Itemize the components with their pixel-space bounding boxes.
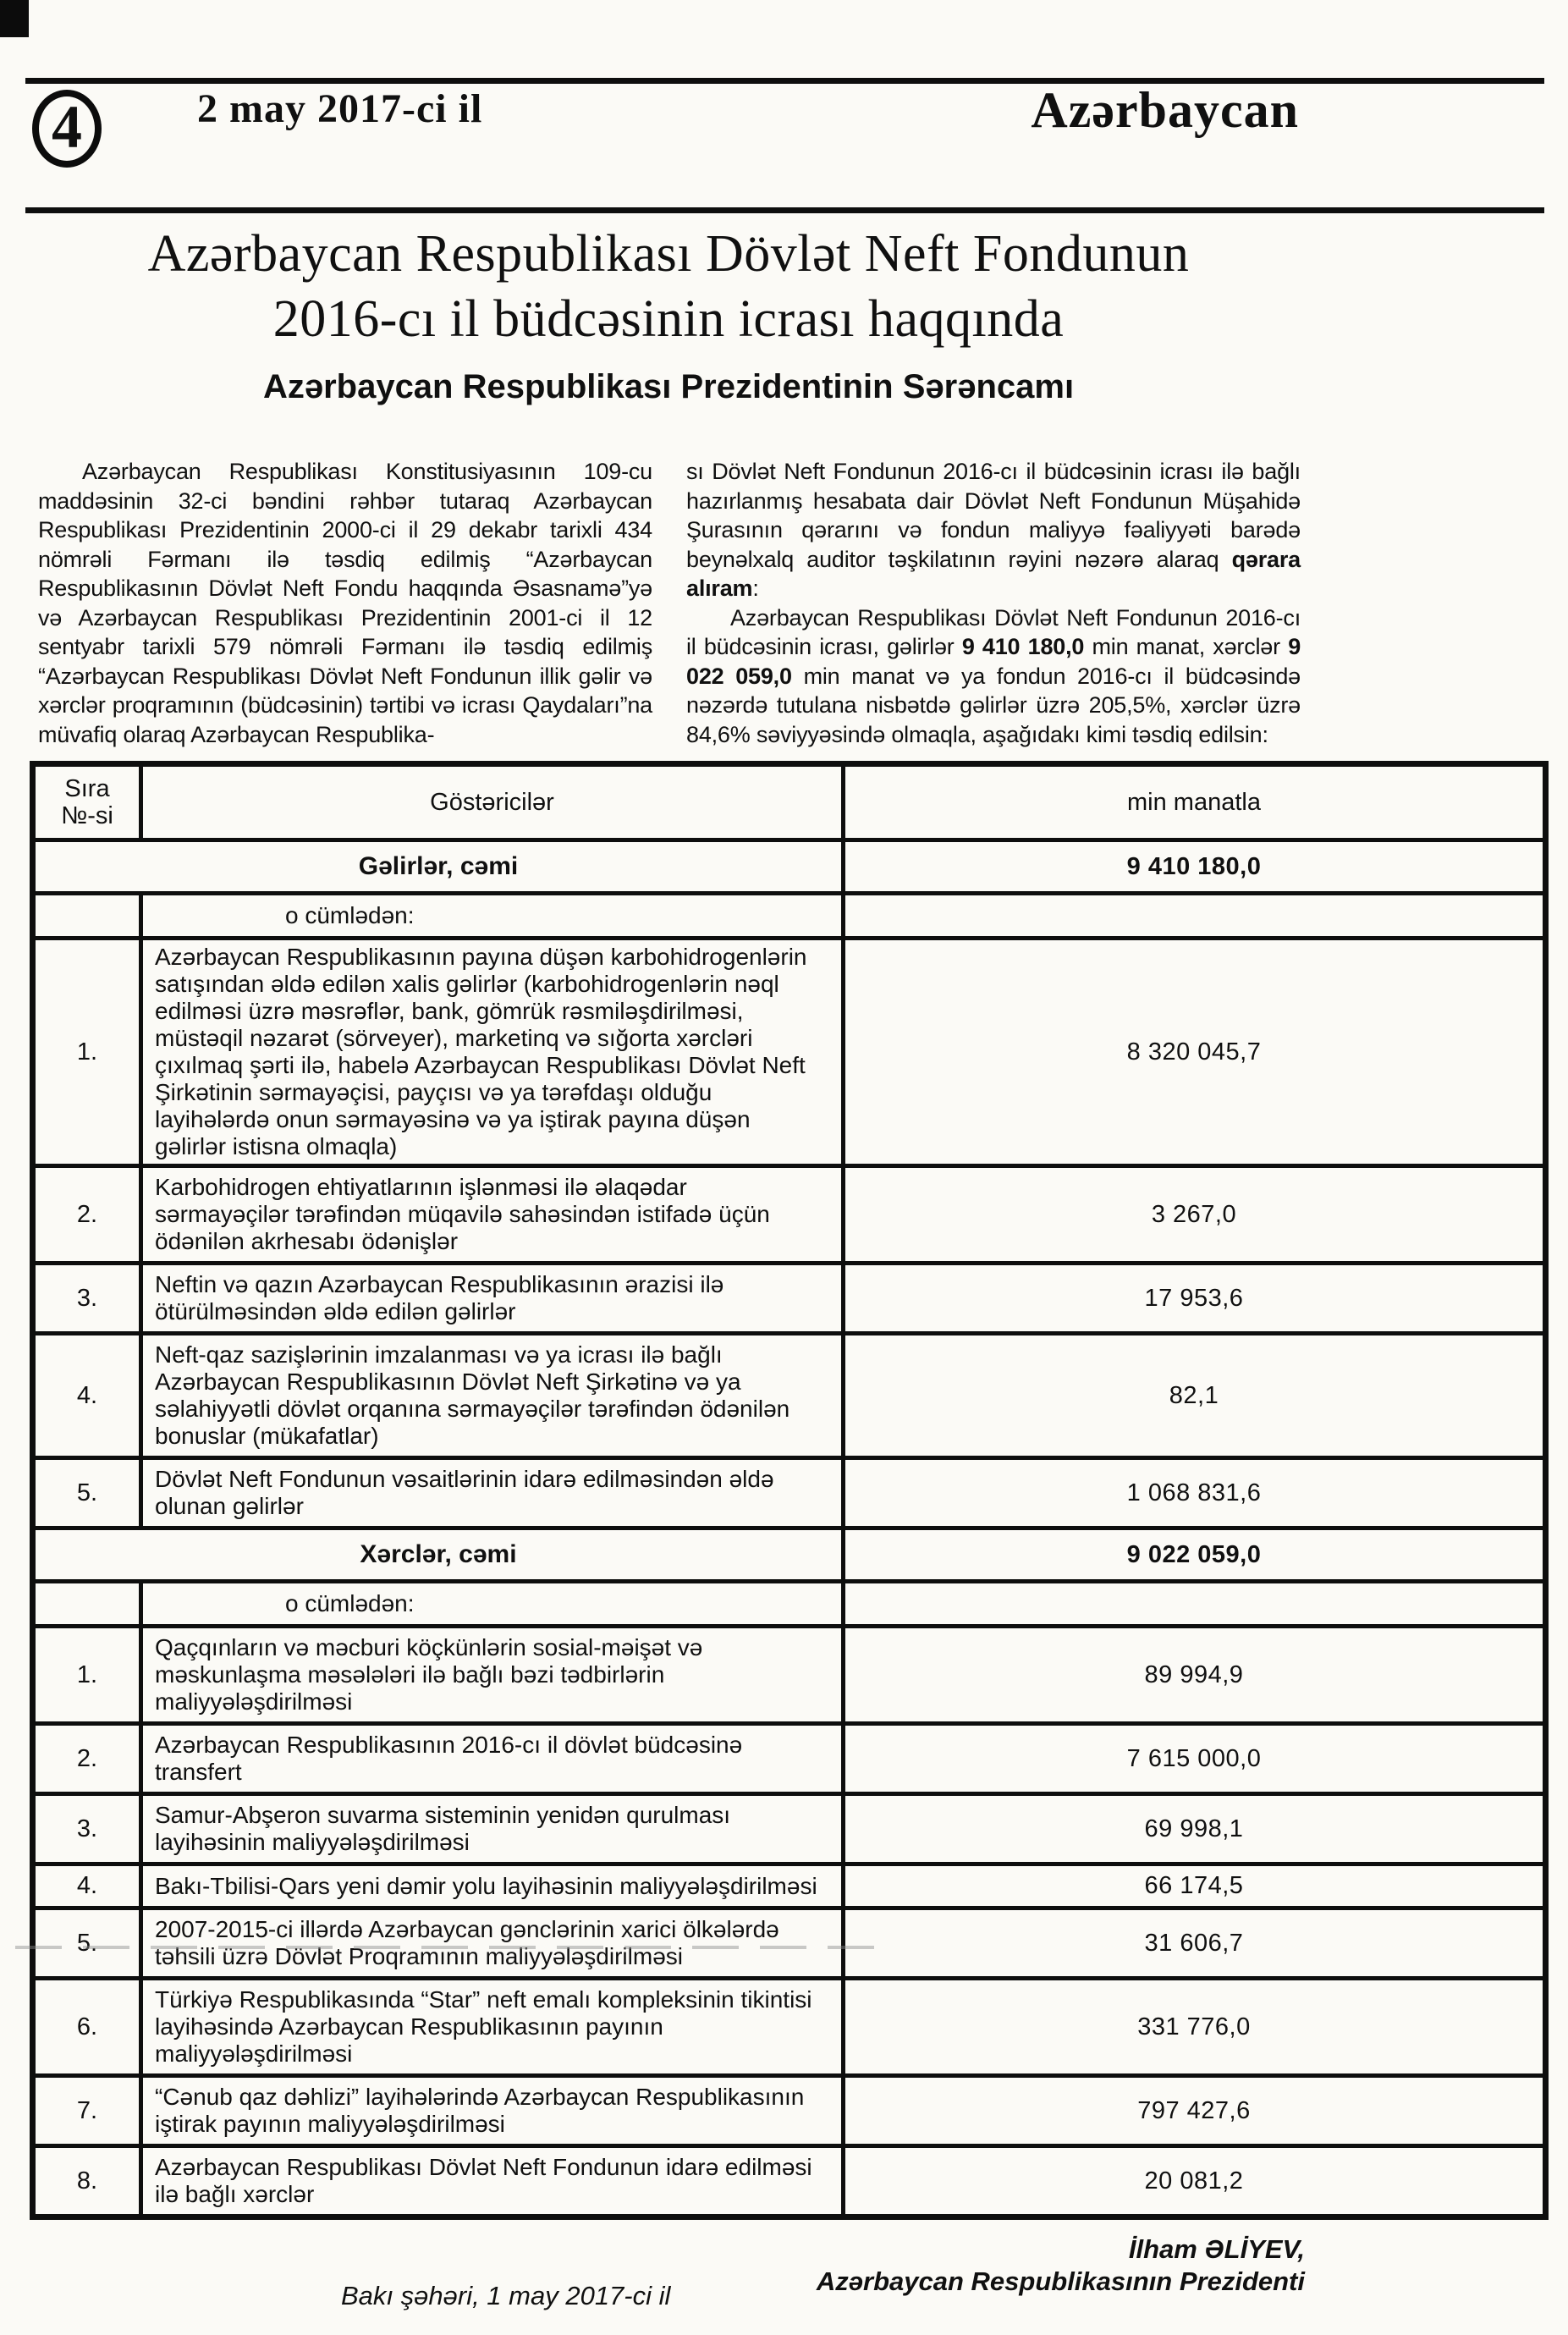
row-value: 17 953,6 (844, 1264, 1546, 1334)
row-number: 3. (33, 1794, 141, 1864)
row-value: 797 427,6 (844, 2076, 1546, 2146)
header-unit: min manatla (844, 764, 1546, 840)
row-value: 66 174,5 (844, 1864, 1546, 1908)
row-number: 8. (33, 2146, 141, 2217)
article-footer (30, 2233, 1549, 2335)
masthead-top-rule (25, 78, 1544, 84)
row-indicator: Azərbaycan Respublikasının payına düşən karbohidrogenlərin satışından əldə edilən xalis gəlirlər (karbohidrogenlərin nəql edilməsi üzrə məsrəflər, bank, gömrük rəsmiləşdirilməsi, müstəqil nəzarət (sörveyer), marketinq və sığorta xərcləri çıxılmaq şərti ilə, habelə Azərbaycan Respublikası Dövlət Neft Şirkətinin sərmayəçisi, payçısı və ya tərəfdaşı olduğu layihələrdə onun sərmayəsinə və ya iştirak payına düşən gəlirlər istisna olmaqla) (141, 939, 844, 1166)
row-indicator: Dövlət Neft Fondunun vəsaitlərinin idarə edilməsindən əldə olunan gəlirlər (141, 1458, 844, 1528)
table-row (33, 1264, 1546, 1334)
article-title-line2: 2016-cı il büdcəsinin icrası haqqında (272, 290, 1065, 348)
empty-cell (844, 1582, 1546, 1627)
row-number: 3. (33, 1264, 141, 1334)
row-value: 20 081,2 (844, 2146, 1546, 2217)
income-total-row (33, 840, 1546, 894)
intro-right-p2-mid: min manat, xərclər (1084, 634, 1289, 659)
intro-left-column: Azərbaycan Respublikası Konstitusiyasının 109-cu maddəsinin 32-ci bəndini rəhbər tutaraq Azərbaycan Respublikası Prezidentinin 2000-ci il 29 dekabr tarixli 434 nömrəli Fərmanı ilə təsdiq edilmiş “Azərbaycan Respublikasının Dövlət Neft Fondu haqqında Əsasnamə”yə və Azərbaycan Respublikası Prezidentinin 2001-ci il 12 sentyabr tarixli 579 nömrəli Fərmanı ilə təsdiq edilmiş “Azərbaycan Respublikası Dövlət Neft Fondunun illik gəlir və xərclər proqramının (büdcəsinin) tərtibi və icrası Qaydaları”na müvafiq olaraq Azərbaycan Respublika- (38, 459, 652, 747)
header-indicators: Göstəricilər (141, 764, 844, 840)
table-row (33, 939, 1546, 1166)
table-row (33, 1794, 1546, 1864)
page-number: 4 (52, 93, 82, 161)
article (30, 222, 1549, 2335)
header-no-si: №-si (61, 802, 113, 829)
row-indicator: “Cənub qaz dəhlizi” layihələrində Azərbaycan Respublikasının iştirak payının maliyyələşdirilməsi (141, 2076, 844, 2146)
row-number: 2. (33, 1166, 141, 1264)
row-indicator: Qaçqınların və məcburi köçkünlərin sosial-məişət və məskunlaşma məsələləri ilə bağlı bəzi tədbirlərin maliyyələşdirilməsi (141, 1627, 844, 1724)
row-number: 1. (33, 1627, 141, 1724)
row-number: 4. (33, 1334, 141, 1458)
row-indicator: Türkiyə Respublikasında “Star” neft emalı kompleksinin tikintisi layihəsində Azərbaycan Respublikasının payının maliyyələşdirilməsi (141, 1979, 844, 2076)
article-title-line1: Azərbaycan Respublikası Dövlət Neft Fondunun (147, 225, 1190, 283)
header-sira: Sıra (64, 775, 110, 802)
intro-right-p1-text: sı Dövlət Neft Fondunun 2016-cı il büdcəsinin icrası ilə bağlı hazırlanmış hesabata dair Dövlət Neft Fondunun Müşahidə Şurasının qərarını və fondun maliyyə fəaliyyəti barədə beynəlxalq auditor təşkilatının rəyini nəzərə alaraq (686, 459, 1301, 572)
table-row (33, 1864, 1546, 1908)
article-title (34, 222, 1303, 352)
row-value: 69 998,1 (844, 1794, 1546, 1864)
scan-bottom-rule (15, 1946, 878, 1949)
row-value: 7 615 000,0 (844, 1724, 1546, 1794)
signature-title: Azərbaycan Respublikasının Prezidenti (816, 2266, 1305, 2296)
article-subtitle: Azərbaycan Respublikası Prezidentinin Sərəncamı (262, 368, 1075, 405)
signature-name: İlham ƏLİYEV, (1128, 2234, 1305, 2264)
table-row (33, 1724, 1546, 1794)
intro-right-p2-start: Azərbaycan Respublikası Dövlət Neft Fondunun 2016-cı il büdcəsinin icrası, gəlirlər (686, 604, 1301, 659)
expense-total-label: Xərclər, cəmi (33, 1528, 844, 1582)
intro-right-paragraph-2 (686, 603, 1301, 750)
row-indicator: Azərbaycan Respublikasının 2016-cı il dövlət büdcəsinə transfert (141, 1724, 844, 1794)
table-row (33, 1166, 1546, 1264)
expense-total-row (33, 1528, 1546, 1582)
empty-cell (33, 894, 141, 939)
intro-right-column (686, 457, 1301, 749)
row-number: 5. (33, 1458, 141, 1528)
income-total-value: 9 410 180,0 (844, 840, 1546, 894)
table-row (33, 1979, 1546, 2076)
row-number: 2. (33, 1724, 141, 1794)
signature-block (817, 2233, 1305, 2298)
table-row (33, 1334, 1546, 1458)
expense-sub-header-row (33, 1582, 1546, 1627)
budget-table (30, 761, 1549, 2220)
income-total-label: Gəlirlər, cəmi (33, 840, 844, 894)
scan-corner-mark (0, 0, 29, 37)
expense-sub-label: o cümlədən: (141, 1582, 844, 1627)
table-row (33, 2146, 1546, 2217)
masthead-title: Azərbaycan (1031, 82, 1299, 138)
table-row (33, 1627, 1546, 1724)
row-indicator: Azərbaycan Respublikası Dövlət Neft Fondunun idarə edilməsi ilə bağlı xərclər (141, 2146, 844, 2217)
expense-total-inline: 9 022 059,0 (686, 634, 1301, 689)
intro-right-paragraph-1 (686, 457, 1301, 603)
page-number-badge (32, 90, 102, 168)
table-row (33, 1458, 1546, 1528)
intro-right-p2-end: min manat və ya fondun 2016-cı il büdcəsində nəzərdə tutulana nisbətdə gəlirlər üzrə 205,5%, xərclər üzrə 84,6% səviyyəsində olmaqla, aşağıdakı kimi təsdiq edilsin: (686, 663, 1301, 747)
income-total-inline: 9 410 180,0 (961, 634, 1085, 659)
row-indicator: 2007-2015-ci illərdə Azərbaycan gənclərinin xarici ölkələrdə təhsili üzrə Dövlət Proqramının maliyyələşdirilməsi (141, 1908, 844, 1979)
row-indicator: Neft-qaz sazişlərinin imzalanması və ya icrası ilə bağlı Azərbaycan Respublikasının Dövlət Neft Şirkətinə və ya səlahiyyətli dövlət orqanına sərmayəçilər tərəfindən ödənilən bonuslar (mükafatlar) (141, 1334, 844, 1458)
empty-cell (33, 1582, 141, 1627)
row-number: 4. (33, 1864, 141, 1908)
table-header-row (33, 764, 1546, 840)
row-value: 331 776,0 (844, 1979, 1546, 2076)
income-sub-label: o cümlədən: (141, 894, 844, 939)
header-row-number (33, 764, 141, 840)
masthead-bottom-rule (25, 207, 1544, 213)
table-row (33, 2076, 1546, 2146)
row-value: 31 606,7 (844, 1908, 1546, 1979)
place-and-date: Bakı şəhəri, 1 may 2017-ci il (341, 2281, 671, 2310)
decision-phrase: qərara alıram (686, 546, 1301, 601)
expense-total-value: 9 022 059,0 (844, 1528, 1546, 1582)
issue-date: 2 may 2017-ci il (197, 86, 483, 131)
intro-columns (38, 457, 1301, 749)
row-number: 6. (33, 1979, 141, 2076)
income-sub-header-row (33, 894, 1546, 939)
row-number: 1. (33, 939, 141, 1166)
article-title-block (34, 222, 1303, 406)
row-number: 7. (33, 2076, 141, 2146)
row-value: 1 068 831,6 (844, 1458, 1546, 1528)
empty-cell (844, 894, 1546, 939)
row-value: 3 267,0 (844, 1166, 1546, 1264)
row-indicator: Samur-Abşeron suvarma sisteminin yenidən qurulması layihəsinin maliyyələşdirilməsi (141, 1794, 844, 1864)
intro-right-p1-colon: : (752, 575, 759, 601)
row-indicator: Bakı-Tbilisi-Qars yeni dəmir yolu layihəsinin maliyyələşdirilməsi (141, 1864, 844, 1908)
row-indicator: Neftin və qazın Azərbaycan Respublikasının ərazisi ilə ötürülməsindən əldə edilən gəlirlər (141, 1264, 844, 1334)
row-value: 82,1 (844, 1334, 1546, 1458)
row-value: 8 320 045,7 (844, 939, 1546, 1166)
table-row (33, 1908, 1546, 1979)
row-indicator: Karbohidrogen ehtiyatlarının işlənməsi ilə əlaqədar sərmayəçilər tərəfindən müqavilə sahəsindən istifadə üçün ödənilən akrhesabı ödənişlər (141, 1166, 844, 1264)
row-number: 5. (33, 1908, 141, 1979)
row-value: 89 994,9 (844, 1627, 1546, 1724)
